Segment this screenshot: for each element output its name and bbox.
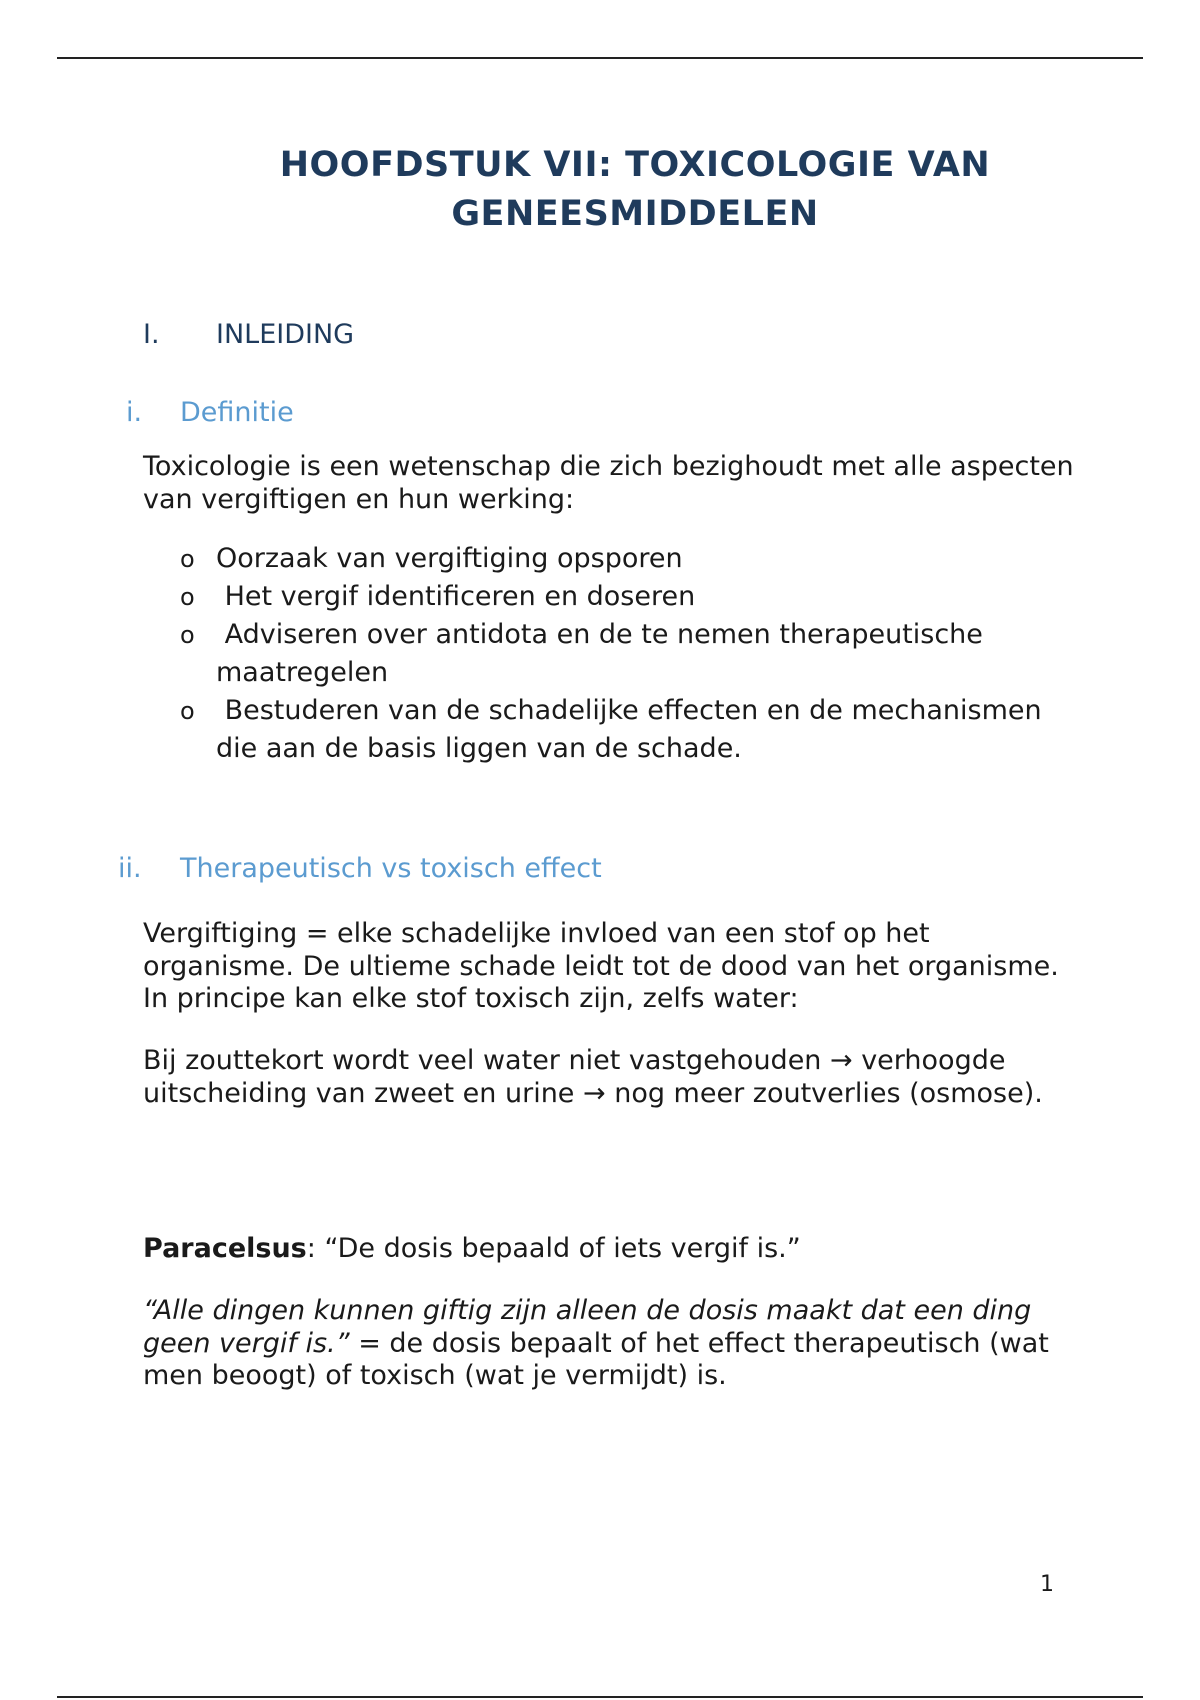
bullet-marker: o	[180, 697, 195, 725]
bullet-item	[180, 692, 1080, 768]
header-rule	[57, 57, 1143, 59]
vergiftiging-paragraph: Vergiftiging = elke schadelijke invloed van een stof op het organisme. De ultieme schade leidt tot de dood van het organisme. In principe kan elke stof toxisch zijn, zelfs water:	[143, 918, 1059, 1014]
zouttekort-paragraph: Bij zouttekort wordt veel water niet vastgehouden → verhoogde uitscheiding van zweet en urine → nog meer zoutverlies (osmose).	[143, 1045, 1043, 1109]
quote-author: Paracelsus	[143, 1233, 307, 1264]
subsection-number: i.	[126, 397, 143, 428]
footer-rule	[57, 1696, 1143, 1698]
chapter-title-line-2: GENEESMIDDELEN	[451, 194, 819, 234]
section-number: I.	[143, 319, 160, 350]
bullet-item	[180, 616, 1080, 692]
bullet-text: Adviseren over antidota en de te nemen therapeutische maatregelen	[216, 619, 992, 688]
bullet-item	[180, 578, 1080, 616]
paracelsus-quote	[143, 1232, 1083, 1265]
bullet-item	[180, 540, 1080, 578]
chapter-title	[0, 141, 1200, 239]
subsection-title: Therapeutisch vs toxisch effect	[180, 853, 602, 884]
dosis-paragraph	[143, 1295, 1083, 1393]
italic-quote: “Alle dingen kunnen giftig zijn alleen de dosis maakt dat een ding geen vergif is.”	[143, 1295, 1032, 1359]
bullet-marker: o	[180, 583, 195, 611]
dosis-explanation: = de dosis bepaalt of het effect therapeutisch (wat men beoogt) of toxisch (wat je vermijdt) is.	[143, 1327, 1049, 1391]
definition-bullet-list	[180, 540, 1080, 768]
section-title: INLEIDING	[216, 319, 355, 350]
quote-text: : “De dosis bepaald of iets vergif is.”	[306, 1233, 801, 1264]
chapter-title-line-1: HOOFDSTUK VII: TOXICOLOGIE VAN	[279, 145, 991, 185]
bullet-text: Het vergif identificeren en doseren	[216, 581, 696, 612]
subsection-number: ii.	[118, 853, 142, 884]
page-number: 1	[1040, 1572, 1054, 1597]
bullet-text: Bestuderen van de schadelijke effecten en de mechanismen die aan de basis liggen van de schade.	[216, 695, 1051, 764]
bullet-text: Oorzaak van vergiftiging opsporen	[216, 543, 683, 574]
definition-paragraph: Toxicologie is een wetenschap die zich bezighoudt met alle aspecten van vergiftigen en hun werking:	[143, 451, 1074, 515]
bullet-marker: o	[180, 545, 195, 573]
subsection-title: Definitie	[180, 397, 294, 428]
bullet-marker: o	[180, 621, 195, 649]
